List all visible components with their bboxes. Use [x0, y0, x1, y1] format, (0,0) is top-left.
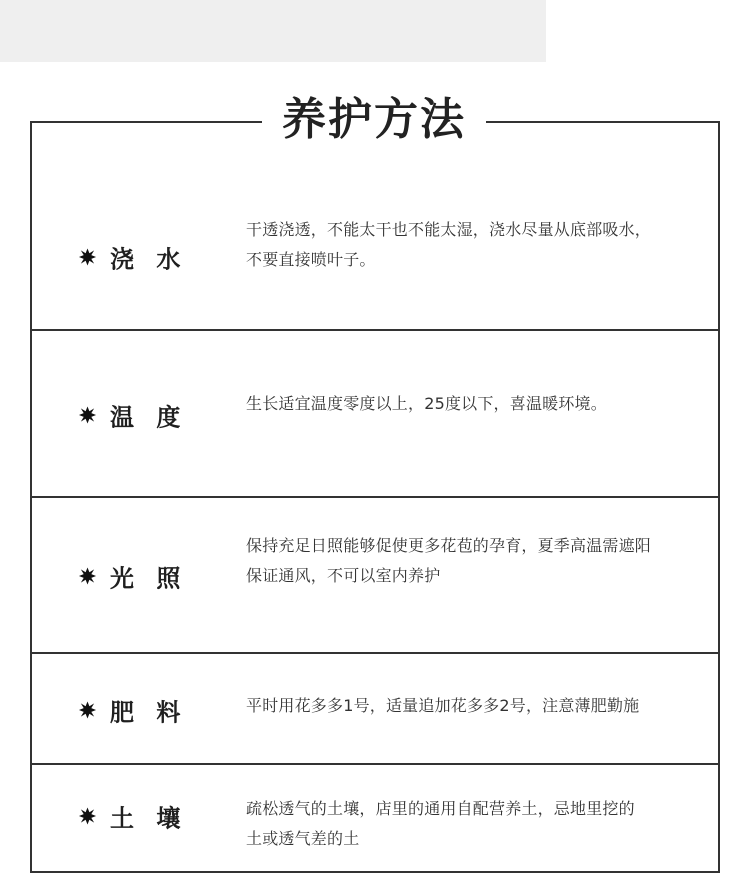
- light-label: 光 照: [110, 564, 188, 593]
- care-row-watering: [32, 123, 718, 329]
- fertilizer-label: 肥 料: [110, 698, 188, 727]
- temperature-label: 温 度: [110, 403, 188, 432]
- soil-description-line-2: 土或透气差的土: [246, 829, 360, 848]
- light-label-group: [78, 559, 187, 594]
- flower-icon: [78, 567, 97, 586]
- flower-icon: [78, 248, 97, 267]
- watering-label-group: [78, 240, 187, 275]
- temperature-description: [246, 389, 701, 419]
- soil-description-line-1: 疏松透气的土壤，店里的通用自配营养土，忌地里挖的: [246, 799, 635, 818]
- soil-label-group: [78, 799, 187, 834]
- light-description-line-2: 保证通风，不可以室内养护: [246, 566, 441, 585]
- soil-description: [246, 794, 701, 854]
- soil-label: 土 壤: [110, 804, 188, 833]
- title-container: [262, 90, 486, 150]
- light-description-line-1: 保持充足日照能够促使更多花苞的孕育，夏季高温需遮阳: [246, 536, 652, 555]
- watering-label: 浇 水: [110, 245, 188, 274]
- section-title: 养护方法: [282, 94, 466, 145]
- light-description: [246, 531, 701, 591]
- fertilizer-description-line-1: 平时用花多多1号，适量追加花多多2号，注意薄肥勤施: [246, 696, 640, 715]
- fertilizer-label-group: [78, 693, 187, 728]
- care-row-light: [32, 498, 718, 652]
- temperature-description-line-1: 生长适宜温度零度以上，25度以下，喜温暖环境。: [246, 394, 607, 413]
- care-row-temperature: [32, 331, 718, 496]
- temperature-label-group: [78, 398, 187, 433]
- care-row-soil: [32, 765, 718, 869]
- care-row-fertilizer: [32, 654, 718, 763]
- fertilizer-description: [246, 691, 701, 721]
- flower-icon: [78, 701, 97, 720]
- watering-description-line-1: 干透浇透，不能太干也不能太湿，浇水尽量从底部吸水，: [246, 220, 652, 239]
- top-gray-banner: [0, 0, 546, 62]
- flower-icon: [78, 807, 97, 826]
- flower-icon: [78, 406, 97, 425]
- watering-description-line-2: 不要直接喷叶子。: [246, 250, 376, 269]
- watering-description: [246, 215, 701, 275]
